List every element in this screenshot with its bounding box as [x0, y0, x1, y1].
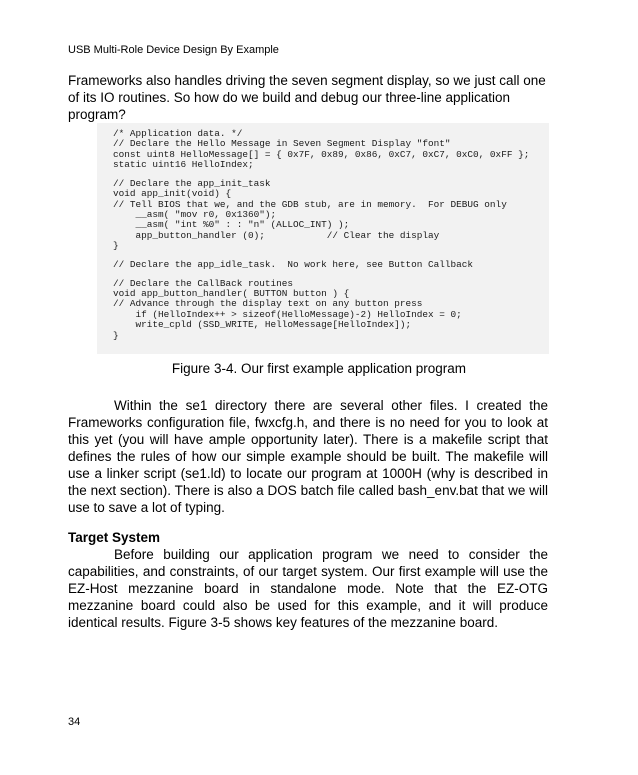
- code-line: void app_init(void) {: [113, 188, 232, 200]
- section-paragraph-text: Before building our application program we need to consider the capabilities, and constraints, of our target system. Our first example will use the EZ-Host mezzanine board in standalone mode. Note that the EZ-OTG mezzanine board could also be used for this example, and it will produce identical results. Figure 3-5 shows key features of the mezzanine board.: [68, 547, 548, 630]
- code-listing: [97, 123, 549, 354]
- code-line: write_cpld (SSD_WRITE, HelloMessage[HelloIndex]);: [113, 319, 412, 331]
- code-line: // Declare the Hello Message in Seven Segment Display "font": [113, 138, 451, 150]
- code-line: // Declare the CallBack routines: [113, 277, 294, 289]
- code-line: // Declare the app_init_task: [113, 177, 271, 189]
- running-header: USB Multi-Role Device Design By Example: [68, 44, 279, 56]
- section-heading: Target System: [68, 530, 161, 545]
- page-number: 34: [68, 716, 81, 728]
- code-line: const uint8 HelloMessage[] = { 0x7F, 0x89, 0x86, 0xC7, 0xC7, 0xC0, 0xFF };: [113, 148, 530, 160]
- body-paragraph-text: Within the se1 directory there are several other files. I created the Frameworks configuration file, fwxcfg.h, and there is no need for you to look at this yet (you will have ample opportunity later). There is a makefile script that defines the rules of how our simple example should be built. The makefile will use a linker script (se1.ld) to locate our program at 1000H (why is described in the next section). There is also a DOS batch file called bash_env.bat that we will use to save a lot of typing.: [68, 398, 548, 515]
- code-line: }: [113, 329, 119, 341]
- code-line: __asm( "int %0" : : "n" (ALLOC_INT) );: [113, 219, 350, 231]
- code-line: void app_button_handler( BUTTON button ) {: [113, 287, 350, 299]
- code-line: // Declare the app_idle_task. No work here, see Button Callback: [113, 258, 474, 270]
- code-line: // Advance through the display text on any button press: [113, 298, 423, 310]
- body-paragraph: [68, 397, 548, 516]
- figure-caption: Figure 3-4. Our first example application program: [171, 361, 467, 376]
- code-line: }: [113, 240, 119, 252]
- code-line: static uint16 HelloIndex;: [113, 159, 254, 171]
- code-line: __asm( "mov r0, 0x1360");: [113, 209, 277, 221]
- section-paragraph: [68, 546, 548, 631]
- code-line: /* Application data. */: [113, 128, 243, 139]
- intro-paragraph: Frameworks also handles driving the seven segment display, so we just call one of its IO routines. So how do we build and debug our three-line application program?: [68, 73, 546, 122]
- code-line: app_button_handler (0); // Clear the display: [113, 229, 440, 241]
- code-line: if (HelloIndex++ > sizeof(HelloMessage)-2) HelloIndex = 0;: [113, 308, 462, 320]
- code-line: // Tell BIOS that we, and the GDB stub, are in memory. For DEBUG only: [113, 198, 507, 210]
